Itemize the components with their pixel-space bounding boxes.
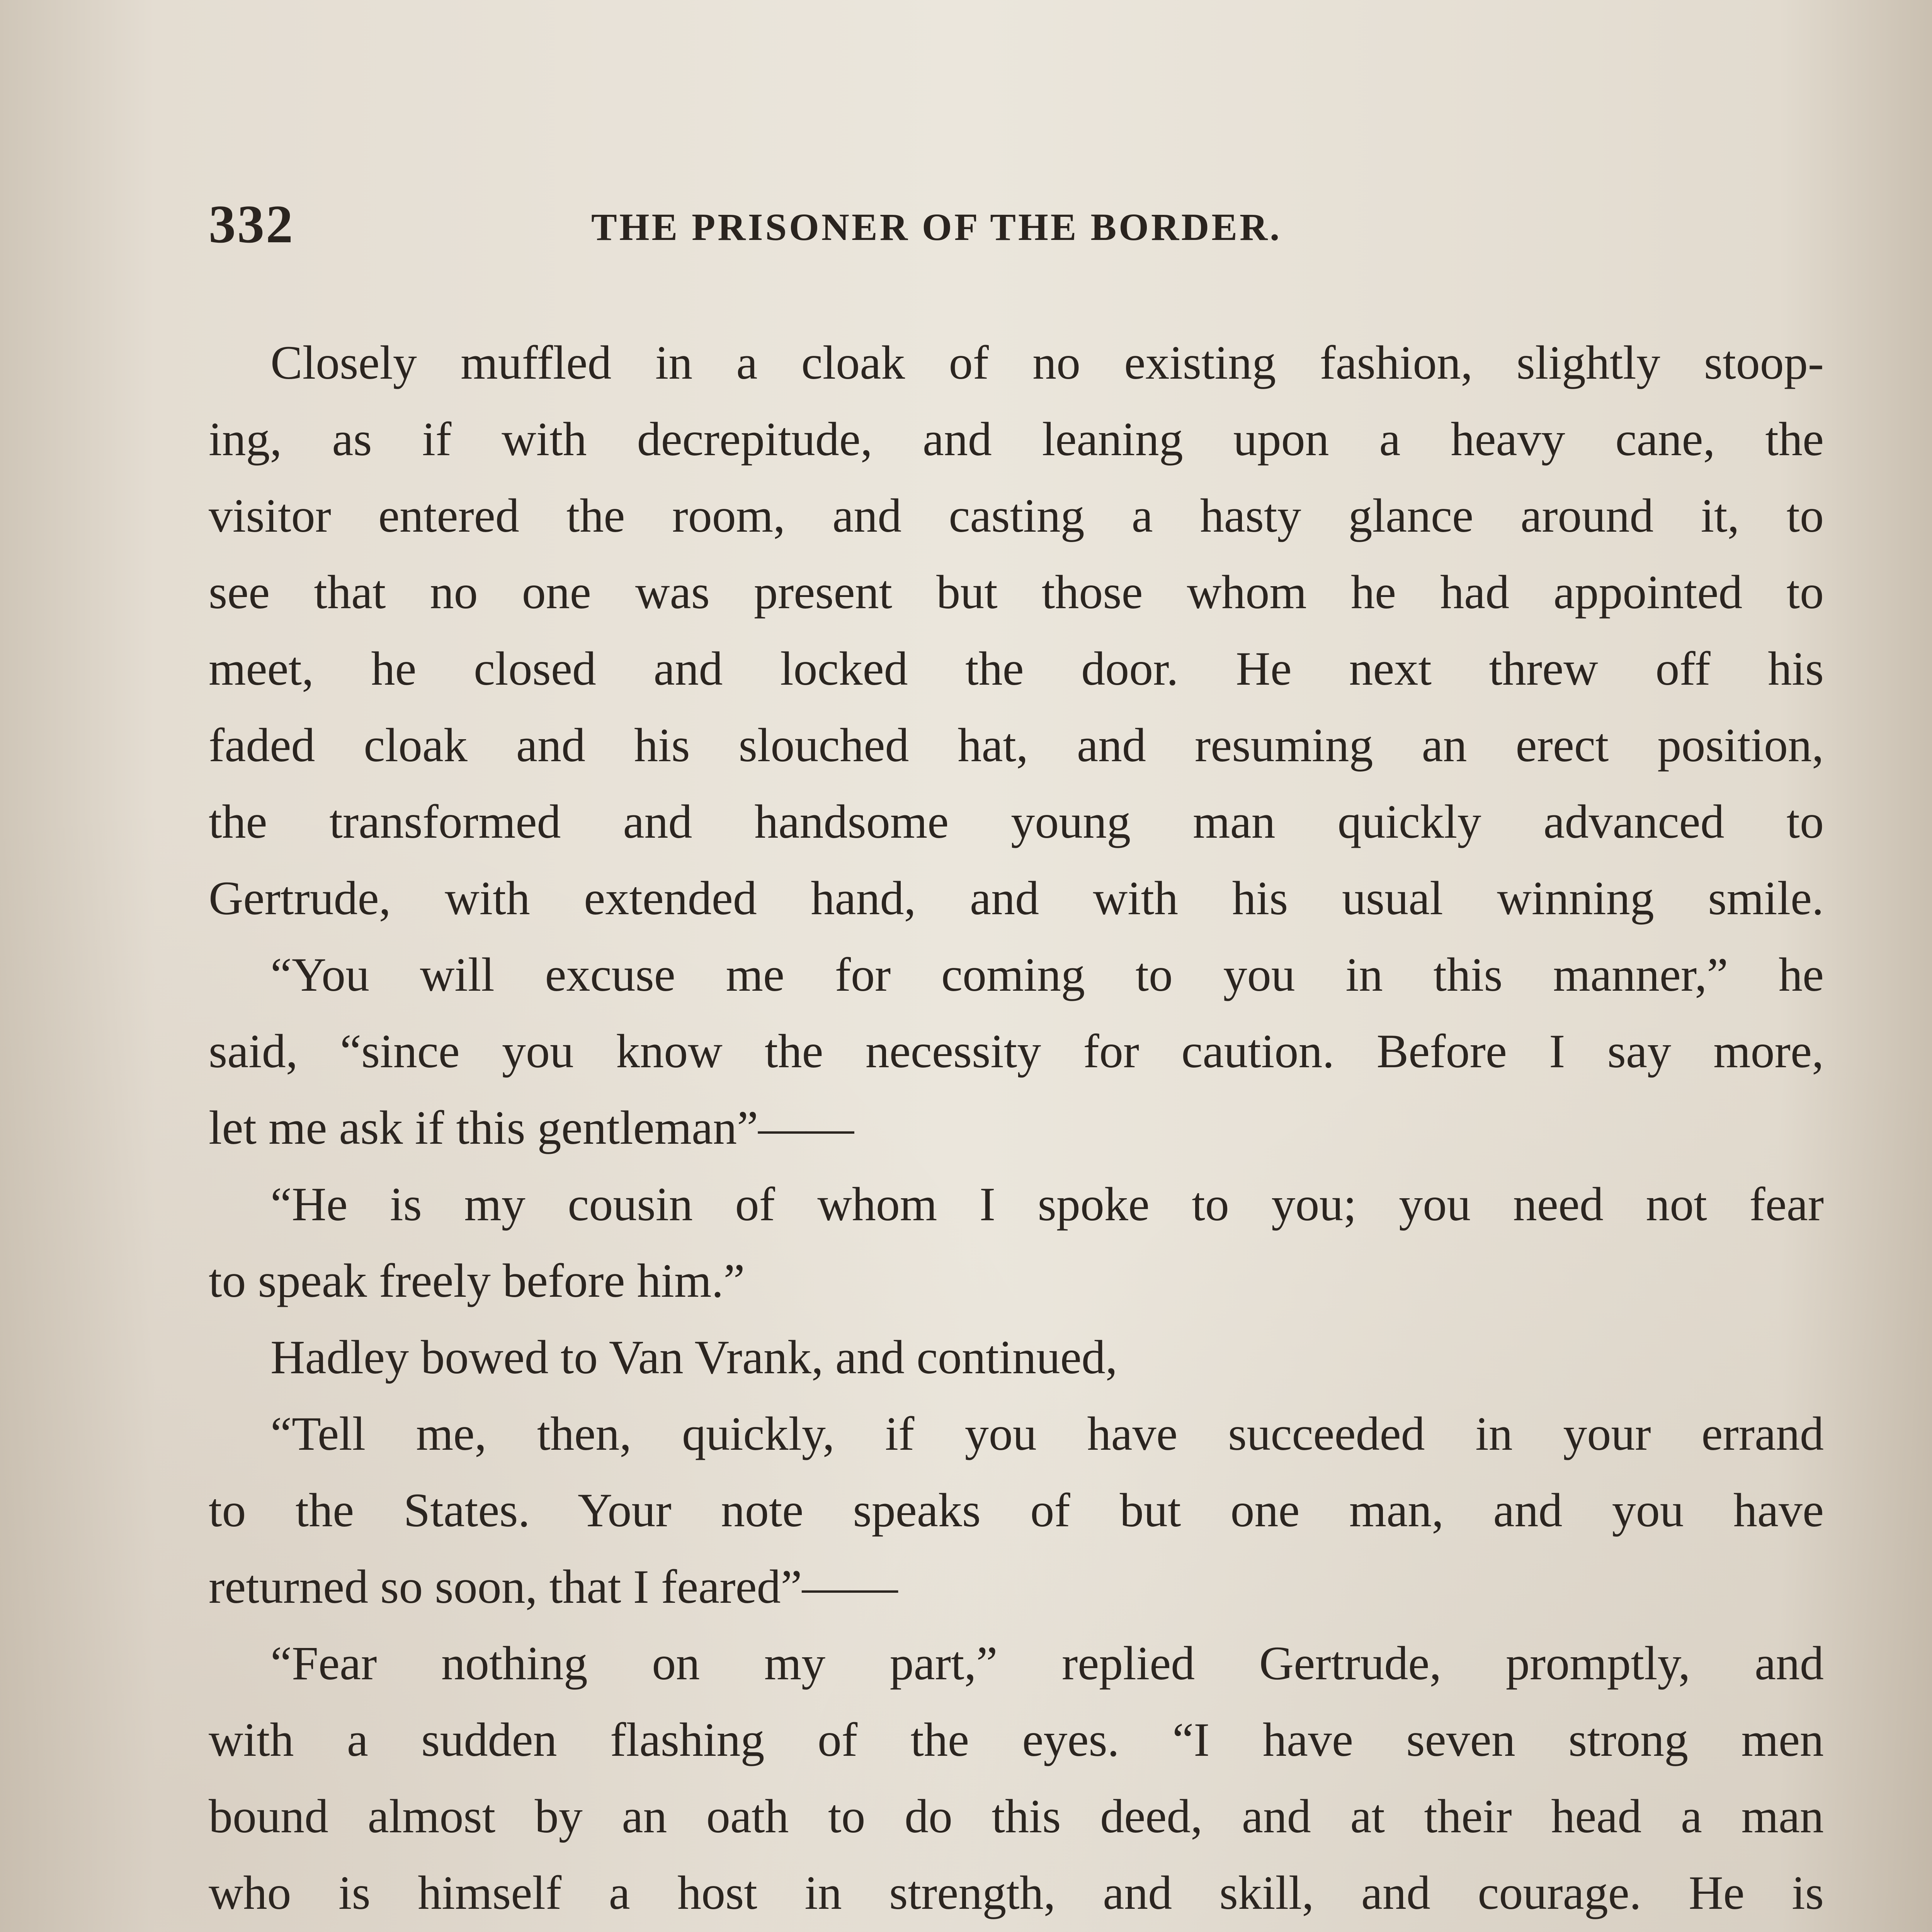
text-line: bound almost by an oath to do this deed, and at their head a man [209, 1790, 1824, 1843]
text-line: visitor entered the room, and casting a hasty glance around it, to [209, 489, 1824, 542]
text-line: let me ask if this gentleman”—— [209, 1101, 854, 1154]
text-line: faded cloak and his slouched hat, and resuming an erect position, [209, 719, 1824, 772]
text-line: “Fear nothing on my part,” replied Gertrude, promptly, and [270, 1637, 1824, 1690]
text-line: who is himself a host in strength, and skill, and courage. He is [209, 1866, 1824, 1919]
text-line: “He is my cousin of whom I spoke to you; you need not fear [270, 1178, 1824, 1231]
text-line: Hadley bowed to Van Vrank, and continued, [270, 1331, 1117, 1384]
text-line: to the States. Your note speaks of but one man, and you have [209, 1484, 1824, 1537]
text-line: meet, he closed and locked the door. He next threw off his [209, 642, 1824, 695]
text-line: with a sudden flashing of the eyes. “I have seven strong men [209, 1713, 1824, 1766]
text-line: see that no one was present but those whom he had appointed to [209, 566, 1824, 619]
text-line: returned so soon, that I feared”—— [209, 1560, 898, 1613]
text-line: ing, as if with decrepitude, and leaning upon a heavy cane, the [209, 413, 1824, 466]
text-line: said, “since you know the necessity for caution. Before I say more, [209, 1025, 1824, 1078]
text-line: “Tell me, then, quickly, if you have succeeded in your errand [270, 1407, 1824, 1460]
page-number: 332 [209, 194, 294, 254]
body-text [209, 325, 1824, 1932]
text-line: “You will excuse me for coming to you in this manner,” he [270, 948, 1824, 1001]
text-line: Closely muffled in a cloak of no existing fashion, slightly stoop- [270, 336, 1824, 389]
text-line: Gertrude, with extended hand, and with his usual winning smile. [209, 872, 1824, 925]
page-header [209, 193, 1832, 255]
running-title: THE PRISONER OF THE BORDER. [591, 206, 1282, 248]
text-line: to speak freely before him.” [209, 1254, 745, 1307]
text-line: the transformed and handsome young man quickly advanced to [209, 795, 1824, 848]
